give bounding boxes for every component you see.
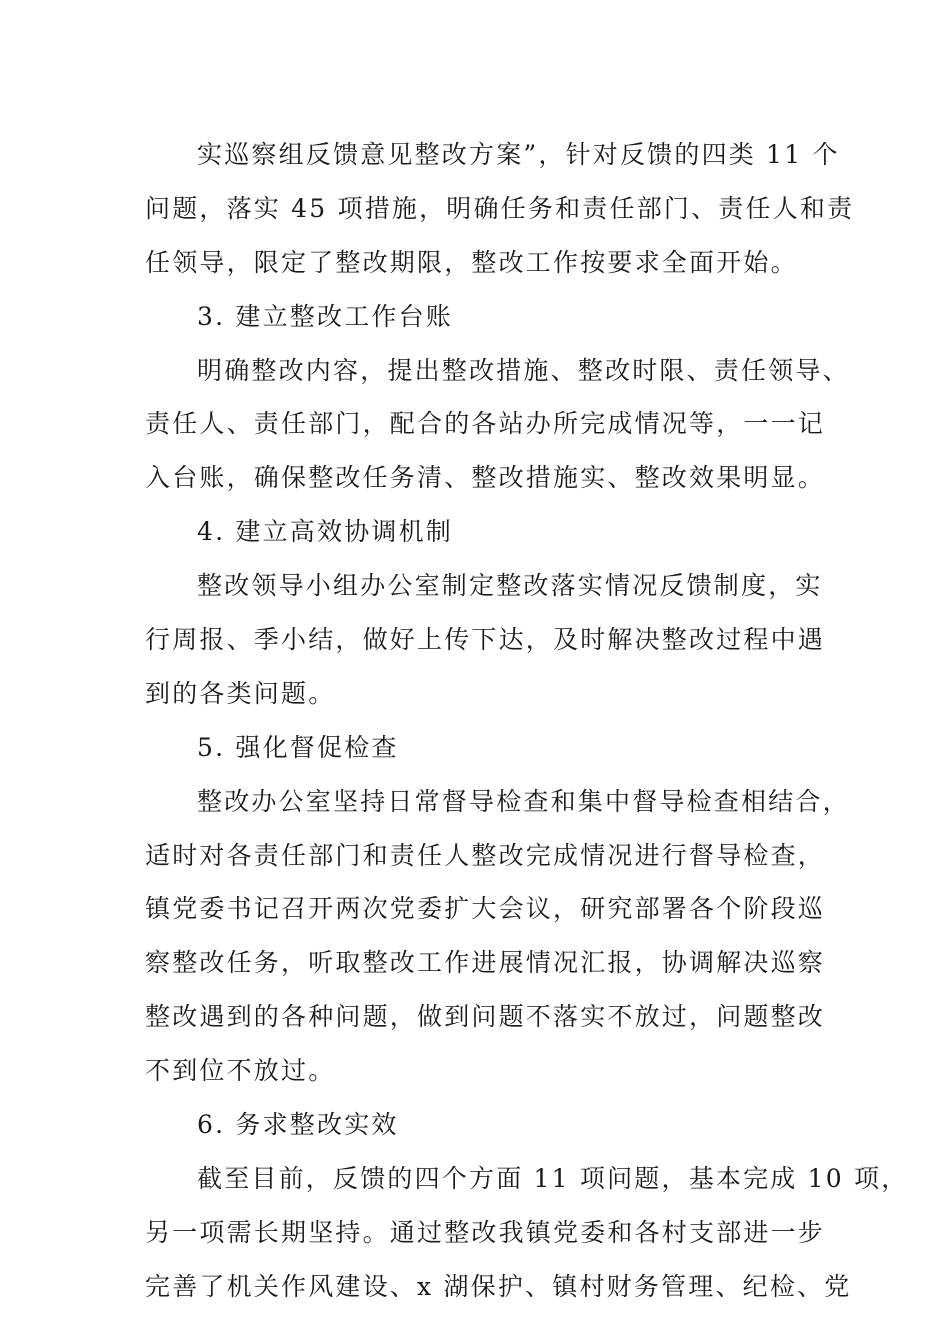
paragraph-line: 整改领导小组办公室制定整改落实情况反馈制度，实 <box>197 571 823 601</box>
paragraph-line: 实巡察组反馈意见整改方案”，针对反馈的四类 11 个 <box>197 140 840 169</box>
section-heading-4: 4. 建立高效协调机制 <box>197 517 453 547</box>
paragraph-line: 察整改任务，听取整改工作进展情况汇报，协调解决巡察 <box>145 948 826 978</box>
paragraph-line: 不到位不放过。 <box>145 1056 336 1086</box>
paragraph-line: 到的各类问题。 <box>145 678 336 708</box>
paragraph-line: 整改办公室坚持日常督导检查和集中督导检查相结合， <box>197 786 850 816</box>
paragraph-line: 明确整改内容，提出整改措施、整改时限、责任领导、 <box>197 355 850 385</box>
paragraph-line: 镇党委书记召开两次党委扩大会议，研究部署各个阶段巡 <box>145 894 826 924</box>
paragraph-line: 另一项需长期坚持。通过整改我镇党委和各村支部进一步 <box>145 1217 826 1247</box>
document-body <box>145 128 909 1314</box>
paragraph-line: 责任人、责任部门，配合的各站办所完成情况等，一一记 <box>145 409 826 439</box>
paragraph-line: 完善了机关作风建设、x 湖保护、镇村财务管理、纪检、党 <box>145 1271 852 1301</box>
paragraph-line: 问题，落实 45 项措施，明确任务和责任部门、责任人和责 <box>145 193 855 223</box>
section-heading-6: 6. 务求整改实效 <box>197 1110 399 1140</box>
section-heading-5: 5. 强化督促检查 <box>197 732 399 762</box>
paragraph-line: 截至目前，反馈的四个方面 11 项问题，基本完成 10 项， <box>197 1163 909 1193</box>
paragraph-line: 整改遇到的各种问题，做到问题不落实不放过，问题整改 <box>145 1002 826 1032</box>
paragraph-line: 任领导，限定了整改期限，整改工作按要求全面开始。 <box>145 247 798 277</box>
paragraph-line: 适时对各责任部门和责任人整改完成情况进行督导检查， <box>145 840 826 870</box>
paragraph-line: 入台账，确保整改任务清、整改措施实、整改效果明显。 <box>145 463 826 493</box>
section-heading-3: 3. 建立整改工作台账 <box>197 301 453 331</box>
paragraph-line: 行周报、季小结，做好上传下达，及时解决整改过程中遇 <box>145 625 826 655</box>
